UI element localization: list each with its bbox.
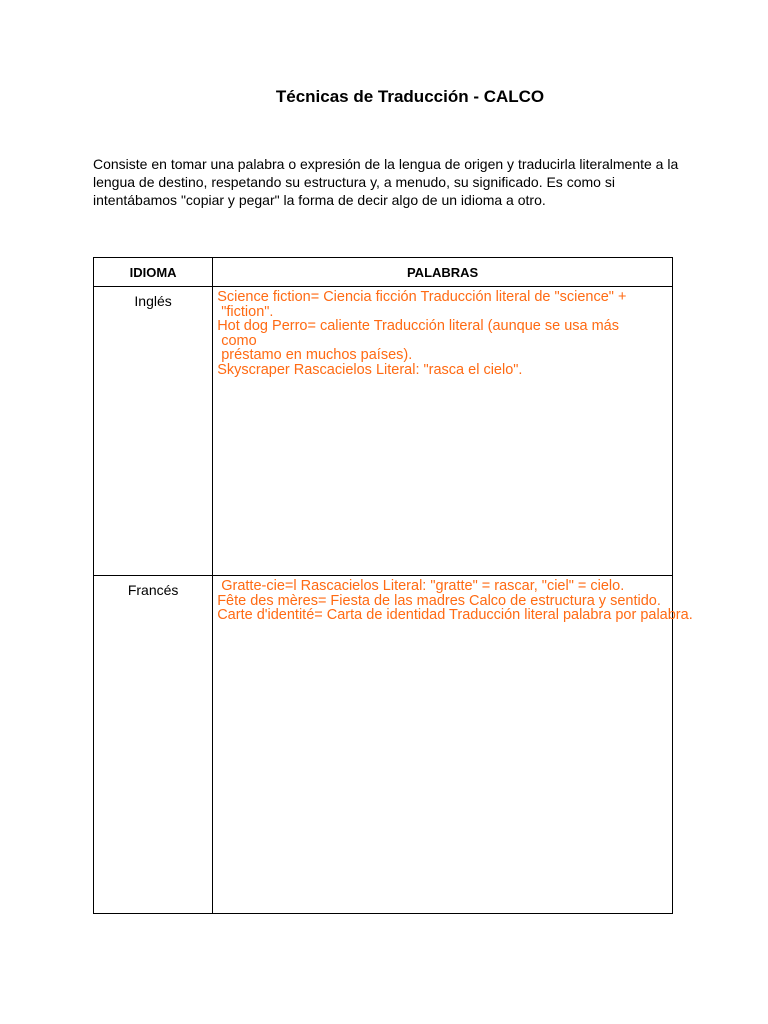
techniques-table [93,257,693,914]
word-line: Gratte-cie=l Rascacielos Literal: "gratte" = rascar, "ciel" = cielo. [217,578,625,594]
language-cell-french: Francés [94,576,213,914]
header-language: IDIOMA [94,258,213,287]
table-row [94,287,673,576]
intro-paragraph: Consiste en tomar una palabra o expresión de la lengua de origen y traducirla literalmente a la lengua de destino, respetando su estructura y, a menudo, su significado. Es como si intentábamos "copiar y pegar" la forma de decir algo de un idioma a otro. [93,156,679,208]
word-line: Science fiction= Ciencia ficción Traducción literal de "science" + [217,289,627,305]
words-cell-french [213,576,693,914]
header-words: PALABRAS [213,258,673,287]
words-cell-english [213,287,673,576]
table-header-row [94,258,673,287]
language-cell-english: Inglés [94,287,213,576]
word-line: Carte d'identité= Carta de identidad Traducción literal palabra por palabra. [217,607,693,623]
word-line: Skyscraper Rascacielos Literal: "rasca el cielo". [217,361,523,378]
word-line: "fiction". [217,303,274,320]
word-line: préstamo en muchos países). [217,347,413,363]
word-line: como [217,332,257,349]
page-title: Técnicas de Traducción - CALCO [275,87,545,106]
word-line: Hot dog Perro= caliente Traducción literal (aunque se usa más [217,318,619,334]
word-line: Fête des mères= Fiesta de las madres Calco de estructura y sentido. [217,592,661,609]
table-row [94,576,673,914]
